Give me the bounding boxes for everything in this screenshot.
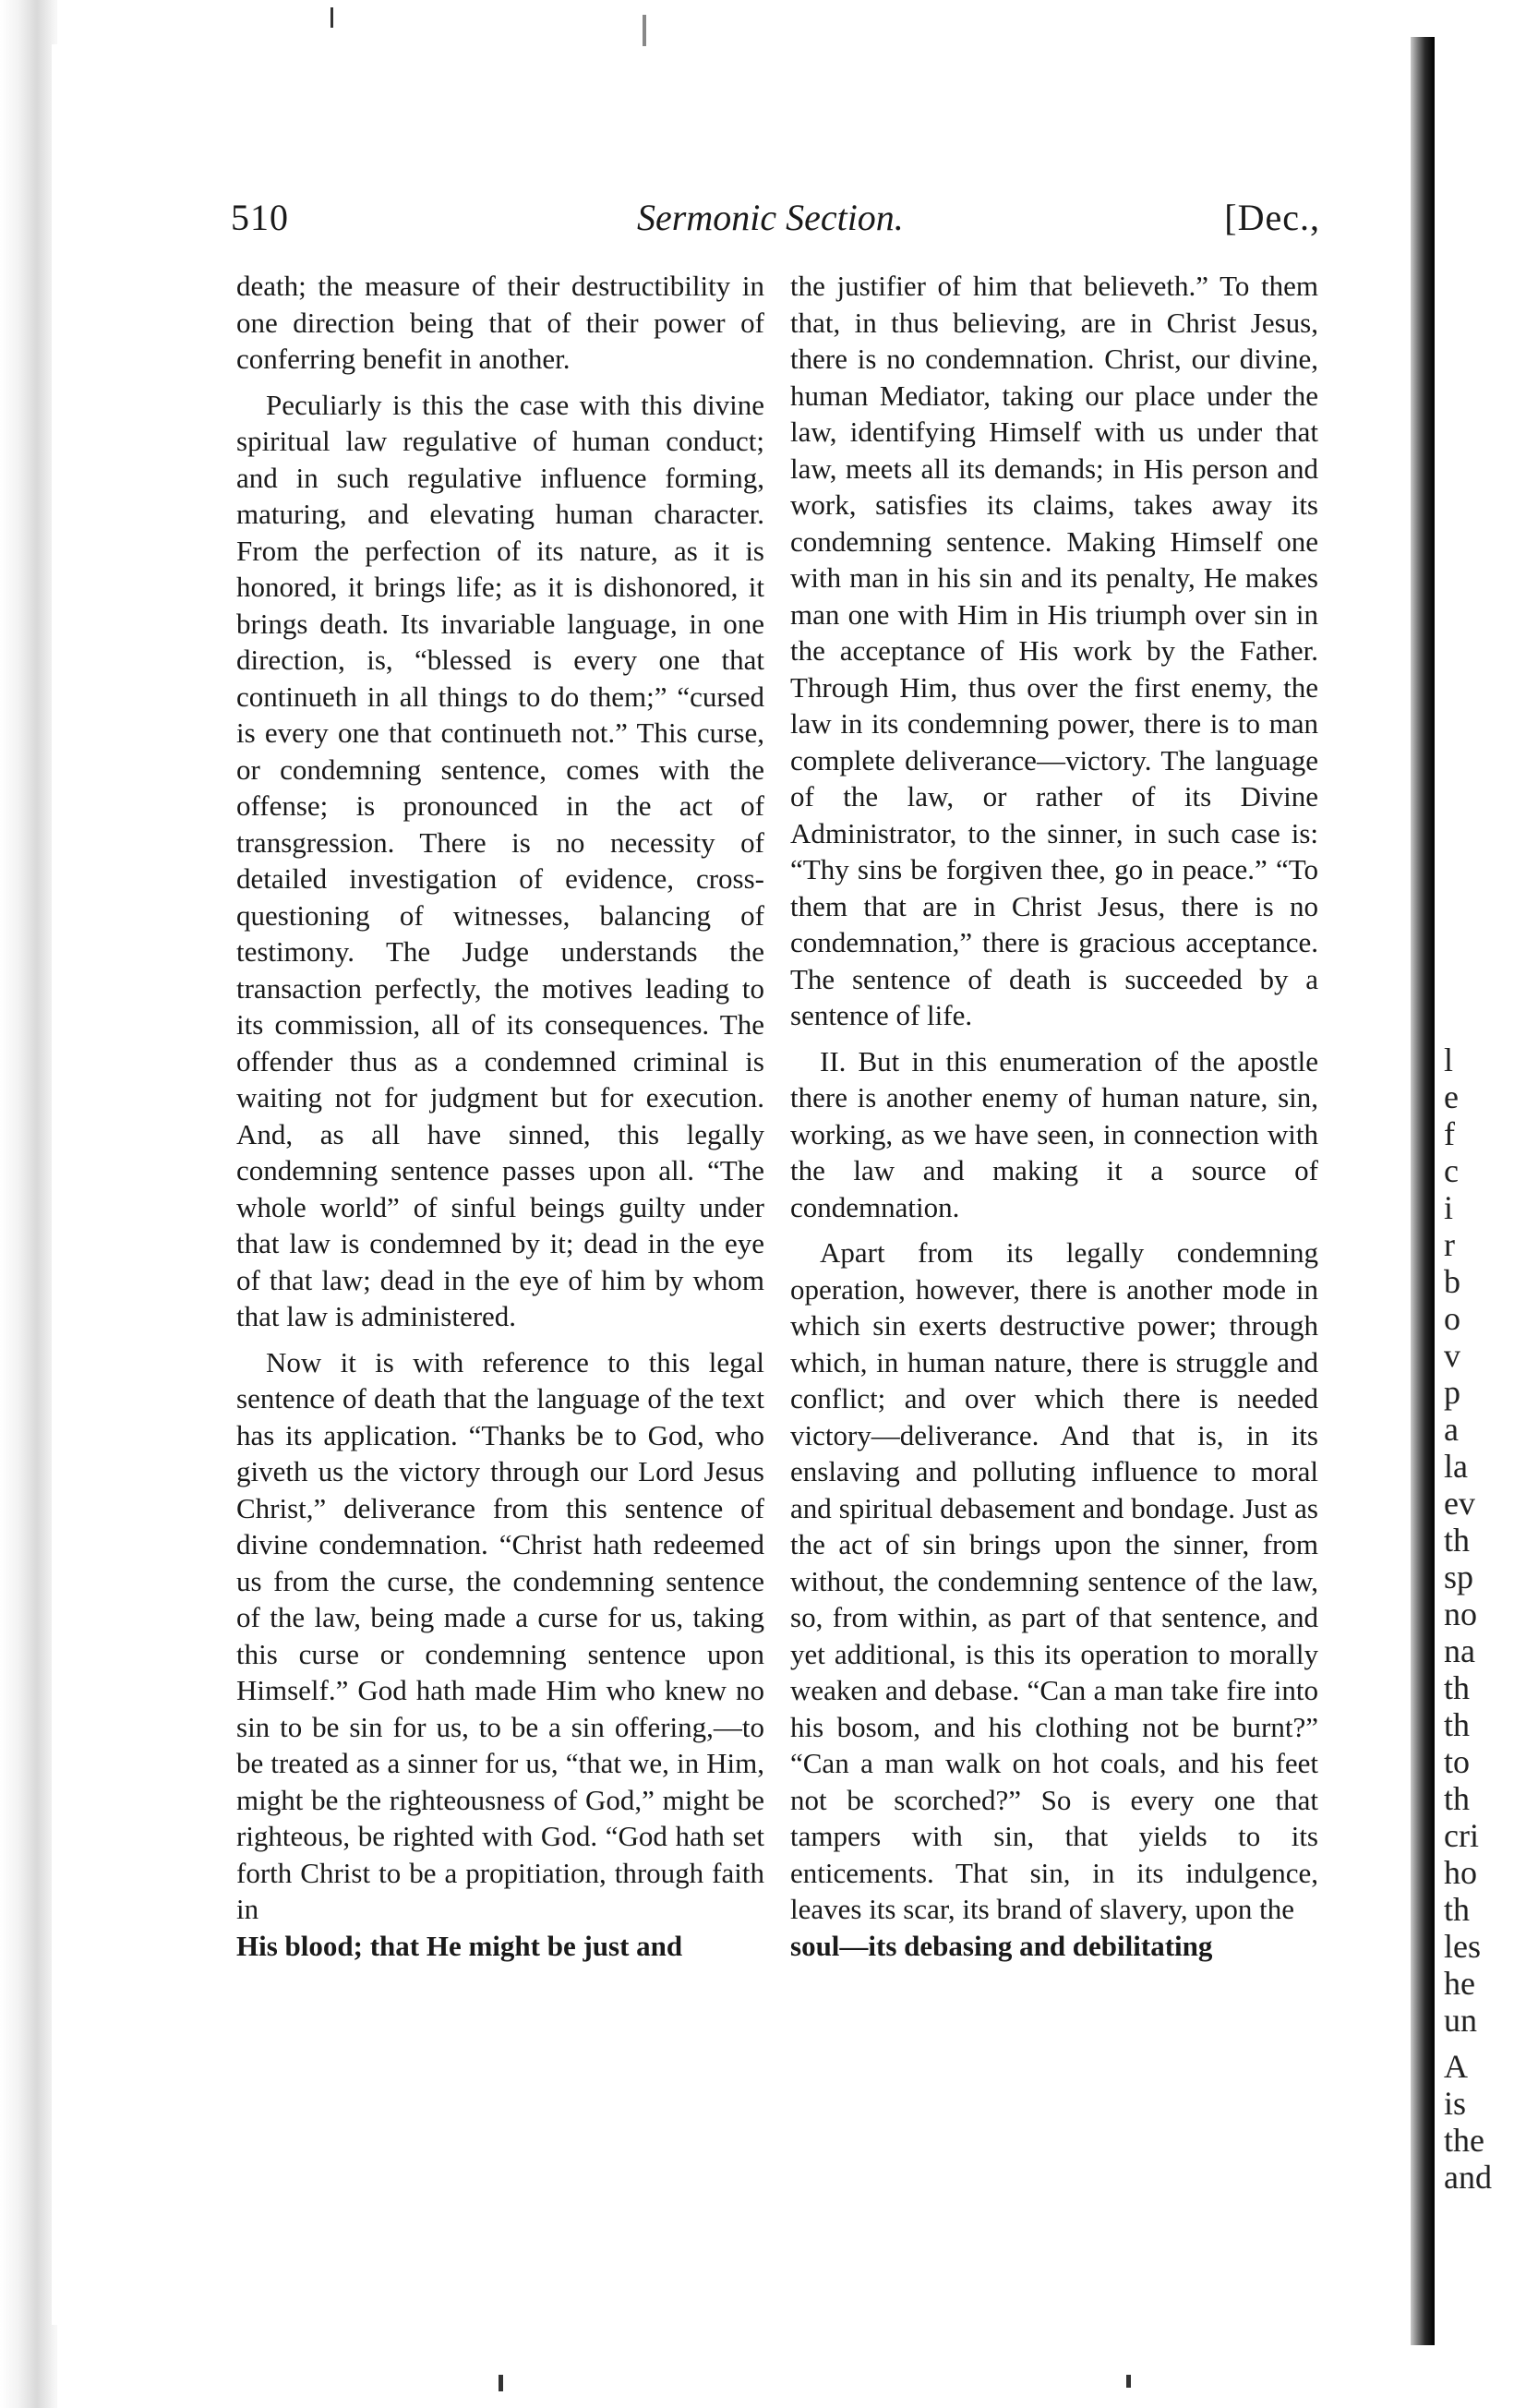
paragraph: II. But in this enumeration of the apostle there is another enemy of human nature, sin, working, as we have seen, in connection with the law and making it a source of condemnation. — [790, 1044, 1318, 1223]
facing-page-fragment: to — [1444, 1743, 1471, 1780]
facing-page-fragment: la — [1444, 1448, 1468, 1485]
facing-page-fragment: o — [1444, 1300, 1460, 1337]
facing-page-fragment: and — [1444, 2159, 1492, 2196]
facing-page-fragment: f — [1444, 1115, 1455, 1152]
facing-page-fragment: b — [1444, 1263, 1460, 1300]
facing-page-fragment: th — [1444, 1706, 1471, 1743]
paragraph: Peculiarly is this the case with this divine spiritual law regulative of human conduct; and in such regulative influence forming, maturing, and elevating human character. From the perfection of its nature, as it is honored, it brings life; as it is dishonored, it brings death. Its invariable language, in one direction, is, “blessed is every one that continueth in all things to do them;” “cursed is every one that continueth not.” This curse, or condemning sentence, comes with the offense; is pronounced in the act of transgression. There is no necessity of detailed investigation of evidence, cross-questioning of witnesses, balancing of testimony. The Judge understands the transaction perfectly, the motives leading to its commission, all of its consequences. The offender thus as a condemned criminal is waiting not for judgment but for execution. And, as all have sinned, this legally condemning sentence passes upon all. “The whole world” of sinful beings guilty under that law is condemned by it; dead in the eye of that law; dead in the eye of him by whom that law is administered. — [236, 388, 764, 1332]
facing-page-fragment: un — [1444, 2002, 1477, 2039]
scan-speck — [1126, 2375, 1131, 2388]
paragraph-tail: soul—its debasing and debilitating — [790, 1929, 1213, 1962]
facing-page-fragment: he — [1444, 1965, 1475, 2002]
facing-page-fragment: ho — [1444, 1854, 1477, 1891]
scan-speck — [330, 7, 333, 28]
left-column — [236, 268, 764, 1964]
facing-page-fragment: c — [1444, 1152, 1459, 1189]
facing-page-fragment: the — [1444, 2122, 1484, 2159]
issue-date: [Dec., — [1224, 197, 1320, 238]
page-header — [231, 196, 1320, 251]
facing-page-fragment: l — [1444, 1041, 1454, 1078]
facing-page-strip — [1435, 37, 1514, 2345]
facing-page-fragment: e — [1444, 1078, 1459, 1115]
facing-page-fragment: p — [1444, 1374, 1460, 1411]
facing-page-fragment: A — [1444, 2048, 1468, 2085]
page-number: 510 — [231, 197, 289, 238]
paragraph: Now it is with reference to this legal sentence of death that the language of the text has its application. “Thanks be to God, who giveth us the victory through our Lord Jesus Christ,” deliverance from this sentence of divine condemnation. “Christ hath redeemed us from the curse, the condemning sentence of the law, being made a curse for us, taking this curse or condemning sentence upon Himself.” God hath made Him who knew no sin to be sin for us, to be a sin offering,—to be treated as a sinner for us, “that we, in Him, might be the righteousness of God,” might be righteous, be righted with God. “God hath set forth Christ to be a propitiation, through faith in — [236, 1345, 764, 1925]
paragraph: Apart from its legally condemning operation, however, there is another mode in which sin exerts destructive power; through which, in human nature, there is struggle and conflict; and over which there is needed victory—deliverance. And that is, in its enslaving and polluting influence to moral and spiritual debasement and bondage. Just as the act of sin brings upon the sinner, from without, the condemning sentence of the law, so, from within, as part of that sentence, and yet additional, is this its operation to morally weaken and debase. “Can a man take fire into his bosom, and his clothing not be burnt?” “Can a man walk on hot coals, and his feet not be scorched?” So is every one that tampers with sin, that yields to its enticements. That sin, in its indulgence, leaves its scar, its brand of slavery, upon the — [790, 1236, 1318, 1925]
scan-speck — [643, 15, 646, 46]
scan-speck — [499, 2375, 503, 2391]
facing-page-fragment: th — [1444, 1669, 1471, 1706]
page-gutter — [1411, 37, 1435, 2345]
paragraph-tail: His blood; that He might be just and — [236, 1929, 683, 1962]
facing-page-fragment: th — [1444, 1522, 1471, 1559]
facing-page-fragment: a — [1444, 1411, 1459, 1448]
facing-page-fragment: na — [1444, 1632, 1475, 1669]
facing-page-fragment: no — [1444, 1595, 1477, 1632]
facing-page-fragment: is — [1444, 2085, 1467, 2122]
facing-page-fragment: sp — [1444, 1559, 1474, 1595]
facing-page-fragment: cri — [1444, 1817, 1479, 1854]
facing-page-fragment: th — [1444, 1891, 1471, 1928]
facing-page-fragment: ev — [1444, 1485, 1475, 1522]
right-column — [790, 268, 1318, 1964]
facing-page-fragment: th — [1444, 1780, 1471, 1817]
facing-page-fragment: les — [1444, 1928, 1481, 1965]
facing-page-fragment: r — [1444, 1226, 1455, 1263]
facing-page-fragment: v — [1444, 1337, 1460, 1374]
running-head: Sermonic Section. — [637, 197, 904, 238]
paragraph: the justifier of him that believeth.” To them that, in thus believing, are in Christ Jesus, there is no condemnation. Christ, our divine, human Mediator, taking our place under the law, identifying Himself with us under that law, meets all its demands; in His person and work, satisfies its claims, takes away its condemning sentence. Making Himself one with man in his sin and its penalty, He makes man one with Him in His triumph over sin in the acceptance of His work by the Father. Through Him, thus over the first enemy, the law in its condemning power, there is to man complete deliverance—victory. The language of the law, or rather of its Divine Administrator, to the sinner, in such case is: “Thy sins be forgiven thee, go in peace.” “To them that are in Christ Jesus, there is no condemnation,” there is gracious acceptance. The sentence of death is succeeded by a sentence of life. — [790, 270, 1318, 1031]
facing-page-fragment: i — [1444, 1189, 1454, 1226]
paragraph: death; the measure of their destructibility in one direction being that of their power of conferring benefit in another. — [236, 270, 764, 375]
scan-edge — [0, 0, 57, 2408]
